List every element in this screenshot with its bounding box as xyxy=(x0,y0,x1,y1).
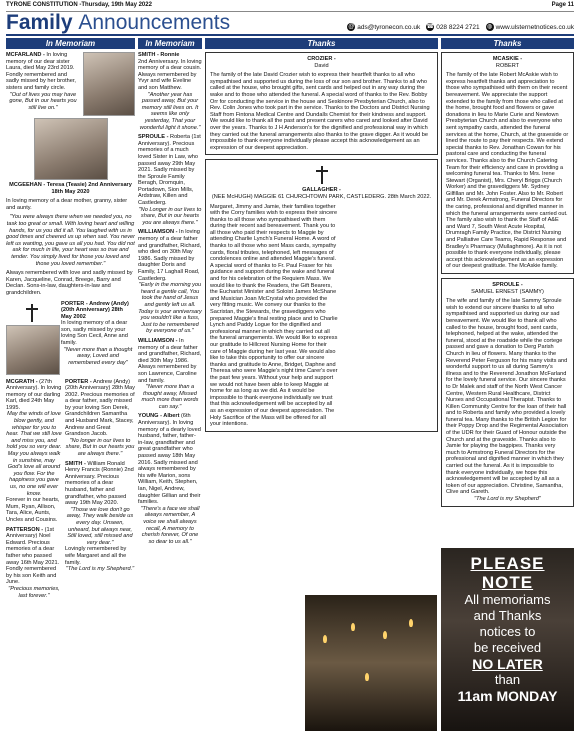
notice-text: In loving memory of a dear mother, granny, sister and aunty. xyxy=(6,198,128,211)
notice-text: The wife and family of the late Sammy Sproule wish to extend our sincere thanks to all who sympathised and supported us during our sad bereavement. We would like to thank all who called to the house, brought food, sent cards, telephoned, helped at the wake, attended the funeral, stood at the roadside while the cortege passed and gave a donation to Derg Parish Church in lieu of flowers. Many thanks to the Reverend Peter Ferguson for his many visits and wonderful support to us all during Sammy's illness and to the Reverend Jonathon McFarland for the lovely funeral service. Our sincere thanks to Dr Malek and staff of the North West Cancer Centre, Western Rural Healthcare, District Nurses and Occupational Therapist. Thanks to Killen Community Centre for the loan of their hall and to Roberta and family who provided a lovely funeral tea. Many thanks to the British Legion for their Poppy Drop and the Regimental Association of the UDR for their Guard of Honour outside the Church and at the graveside. Thanks also to Jamie for playing the bagpipes. Thanks very much to Armstrong Funeral Directors for the professional and dignified manner in which they carried out the funeral. As it is impossible to thank everyone individually, we hope this acknowledgement will be accepted by all as a token of our appreciation. Christine, Samantha, Clive and Gareth. xyxy=(446,298,568,496)
notice-name: SMITH - xyxy=(65,460,86,467)
mcgeehan-photo xyxy=(34,118,108,180)
notice-name: GALLAGHER - xyxy=(302,187,341,194)
notice-verse: "There's a face we shall always remember, A voice we shall always recall, A memory to cherish forever, Of one so dear to us all." xyxy=(140,505,200,545)
mcfarland-photo xyxy=(83,52,135,116)
notice-verse: "You were always there when we needed you, no task too great or small. With loving heart and willing hands, for us you did it all. You laughed with us in good times and cheered us up when sad. You never left us wanting, you gave us all you had. You did not ask for much in life, your heart was so true and tender. You simply lived for those you loved and those you loved remember." xyxy=(6,214,135,267)
notice-from: Lovingly remembered by wife Margaret and all the family. xyxy=(65,546,127,566)
notice-deadline: 11am MONDAY xyxy=(457,688,558,704)
notice-line: notices to xyxy=(479,624,536,639)
notice-name: PATTERSON - xyxy=(6,526,44,533)
page-title xyxy=(6,12,230,34)
notice-verse: "Those we love don't go away, They walk beside us every day. Unseen, unheard, but always near, Still loved, still missed and very dear." xyxy=(66,506,134,546)
globe-icon: ◍ xyxy=(486,24,493,30)
notice-text: Roberta (1st Anniversary). Precious memories of a much loved Sister in Law, who passed away 29th May 2021. Sadly missed by the Sproule Family Beragh, Dromquin, Portadown, Sion Mills, Ardstraw, Killen and Castlederg. xyxy=(138,134,201,207)
title-family: Family xyxy=(6,11,73,34)
notice-text: In loving memory of a dear son, sadly missed by your loving Son Cecil, Anne and family. xyxy=(61,320,128,347)
porter-notice-1 xyxy=(6,301,135,375)
gallagher-notice xyxy=(205,159,438,431)
porter-photo xyxy=(6,325,60,375)
phone-icon: ☎ xyxy=(426,24,434,30)
cross-icon xyxy=(315,166,329,184)
crozier-notice xyxy=(205,52,438,155)
notice-subtitle: SAMUEL ERNEST (SAMMY) xyxy=(471,288,544,295)
notice-name: YOUNG - Albert xyxy=(138,413,180,420)
please-note-notice xyxy=(441,548,574,731)
candle-flame xyxy=(351,623,355,631)
notice-name: PORTER - xyxy=(65,378,92,385)
candles-photo xyxy=(305,595,437,731)
candle-flame xyxy=(383,631,387,639)
page-header xyxy=(6,12,574,36)
notice-verse: "No longer in our lives to share, But in our hearts you are always there." xyxy=(65,437,135,458)
notice-verse: "Early in the morning you heard a gentle call, You took the hand of Jesus and gently left us all. Today is your anniversary you wouldn't like a fuss, Just to be remembered by everyone of us." xyxy=(138,282,202,335)
email-text: ads@tyronecon.co.uk xyxy=(357,23,421,31)
notice-verse: "Out of lives you may have gone, But in our hearts you still live on." xyxy=(9,91,77,111)
mcaskie-notice xyxy=(441,52,574,274)
notice-name: WILLIAMSON - xyxy=(138,337,178,344)
notice-subtitle: ROBERT xyxy=(495,62,520,69)
notice-name: MCGRATH - xyxy=(6,378,38,385)
notice-line: All memoriams xyxy=(464,592,551,607)
notice-text: In loving memory of a dear father and grandfather, Richard, who died on 30th May 1986. Sadly missed by daughter Doris and Family, 17 Laghall Road, Castlederg. xyxy=(138,229,202,282)
section-band-memoriam: In Memoriam xyxy=(138,38,202,49)
candle-flame xyxy=(365,673,369,681)
notice-text: (27th Anniversary). In loving memory of our darling Karl, died 24th May 1995. xyxy=(6,378,62,411)
contact-info xyxy=(347,23,574,34)
notice-text: In memory of a dear father and grandfather, Richard, died 30th May 1986. Always remembered by son Lawrence, Caroline and family. xyxy=(138,337,202,384)
notice-line: and Thanks xyxy=(473,608,542,623)
mcgrath-porter-block xyxy=(6,379,135,600)
notice-text: William Ronald Henry Francis (Ronnie) 2nd Anniversary. Precious memories of a dear husband, father and grandfather, who passed away 19th May 2020. xyxy=(65,460,134,507)
mcfarland-notice xyxy=(6,52,135,116)
column-memoriam-1 xyxy=(6,38,135,733)
notice-line: be received xyxy=(473,640,542,655)
notice-text: Andrew (Andy) (20th Anniversary) 28th May 2002. Precious memories of a dear father, sadly missed by your loving Son Derek, Grandchildren Samantha and Husband Mark, Stacey, Andrew and Great Grandson Jacob. xyxy=(65,378,135,438)
web-text: www.ulsternetnotices.co.uk xyxy=(495,23,574,31)
notice-subtitle: David xyxy=(314,62,329,69)
candle-flame xyxy=(323,635,327,643)
notice-name: SPROULE - xyxy=(492,282,523,288)
email-contact[interactable] xyxy=(347,23,420,31)
page-number: Page 11 xyxy=(551,2,574,8)
notice-verse: "Precious memories, last forever." xyxy=(8,585,60,599)
notice-subtitle: (NEE McHUGH) MAGGIE 61 CHURCHTOWN PARK, CASTLEDERG. 28th March 2022. xyxy=(211,193,432,200)
section-band-thanks: Thanks xyxy=(441,38,574,49)
photo-caption: MCGEEHAN - Teresa (Teasie) 2nd Anniversary 18th May 2020 xyxy=(9,182,132,195)
notice-verse: May the winds of love blow gently, and whisper for you to hear. That we still love and miss you, and hold you so very dear. May you always walk in sunshine, may God's love all around you flow. For the happiness you gave us, no one will ever know. xyxy=(6,411,62,497)
email-icon: @ xyxy=(348,24,355,30)
notice-text: In loving memory of our dear sister Laura, died May 23rd 2019. Fondly remembered and sadly missed by her brother, sisters and family circle. xyxy=(6,52,76,91)
notice-name: SMITH - Ronnie xyxy=(138,52,180,58)
phone-contact[interactable] xyxy=(426,23,479,31)
notice-verse: "Never more than a thought away, Missed much more than words can say." xyxy=(141,384,199,410)
notice-verse: "The Lord is my Shepherd." xyxy=(65,566,135,573)
column-thanks-2 xyxy=(441,38,574,544)
cross-icon xyxy=(25,304,39,322)
notice-text: Margaret, Jimmy and Jamie, their families together with the Corry families wish to express their sincere thanks to all those who sympathised with them during their recent sad bereavement. Thank you to all those who paid their respects to Maggie by attending Charlie Lynch's Funeral Home. A word of thanks to all those who sent Mass cards, sympathy cards, floral tributes, telephoned, left messages of condolences online and attended Maggie's funeral. A special word of thanks to Fr. Paul Fraser for his guidance and support during the wake and funeral and for his celebration of the Requiem Mass. We would like to thank the Readers, the Gift Bearers, the Eucharist Minister and Soloist James McShane and Musician Joan McCrystal who provided the very fitting music. We convey our thanks to the Sacristan, the Stewards, the gravediggers who prepared Maggie's final resting place and to Charlie Lynch and Paddy Logue for the dignified and professional manner in which they carried out all the funeral arrangements. We would like to express our gratitude to Hillcrest Nursing Home for their care of Maggie during her last year. We would also like to take this opportunity to offer our sincere thanks and gratitude to Anne, Bridget, Daphne and Theresa who were Maggie's night time Carer's over the past few years. Without your help and support we would not have been able to keep Maggie at home for as long as we did. As it would be impossible to thank everyone individually we trust that this acknowledgement will be accepted by all as an expression of our deepest appreciation. The Holy Sacrifice of the Mass will be offered for all your intentions. xyxy=(210,203,338,428)
notice-name: WILLIAMSON - xyxy=(138,229,178,236)
notice-from: Always remembered with love and sadly missed by Karen, Jacqueline, Conrad, Breege, Barry and Declan. Sons-in-law, daughters-in-law and grandchildren. xyxy=(6,270,133,296)
notice-verse: "Another year has passed away, But your memory still lives on. It seems like only yesterday, That your wonderful light it shone." xyxy=(139,91,201,131)
column-memoriam-2 xyxy=(138,38,202,733)
notice-verse: "No Longer in our lives to share, But in our hearts you are always there." xyxy=(138,206,202,226)
title-announcements: Announcements xyxy=(78,11,231,34)
notice-text: (1st Anniversary) Noel Edward. Precious memories of a dear father who passed away 16th May 2021. Fondly remembered by his son Keith and June. xyxy=(6,526,60,586)
notice-text: 2nd Anniversary. In loving memory of a dear cousin. Always remembered by Yvyr and wife Eveline and son Matthew. xyxy=(138,58,202,91)
sproule-thanks-notice xyxy=(441,278,574,507)
notice-name: CROZIER - xyxy=(307,56,336,62)
candle-flame xyxy=(409,619,413,627)
notice-from: Forever in our hearts, Mum, Ryan, Allison, Tara, Alice, Aunts, Uncles and Cousins. xyxy=(6,497,60,523)
notice-text: The family of the late Robert McAskie wish to express heartfelt thanks and appreciation to those who sympathised with them on their recent bereavement. We appreciate the support extended to the family from those who called at the home, brought food and flowers or gave donations in lieu to Marie Curie and Newtown Presbyterian Church and also to everyone who sent sympathy cards, attended the funeral services at the home, Church, at the graveside or lined the route to pay their respects. We extend special thanks to Rev. Jonathan Cowan for his pastoral care and conducting the funeral services. Thanks also to the Church Catering Team for their efficiency and care in providing a welcoming funeral tea. Thanks to Mrs. Irene Stewart (Organist), Mrs. Cheryl Briggs (Church Worker) and the gravediggers Mr. Sydney Gilfillan and Mr. John Foster. Also to Mr. Robert and Mr. Derek Armstrong, Funeral Directors for the caring, professional and dignified manner in which the funeral arrangements were carried out. The family also wish to thank the Staff of A&E and Ward 7, South West Acute Hospital, Drumragh Family Practice, the District Nursing and Palliative Care Teams, Rapid Response and Bradley's Pharmacy (Mullaghmore). As it is not possible to thank everyone individually, please accept this acknowledgement as an expression of our deepest gratitude. The McAskie family. xyxy=(446,72,569,270)
notice-verse: "The Lord is my Shepherd" xyxy=(474,496,541,502)
notice-line: than xyxy=(494,672,521,687)
notice-text: (6th Anniversary). In loving memory of a dearly loved husband, father, father-in-law, grandfather and great grandfather who passed away 18th May 2016. Sadly missed and always remembered by his wife Marion, sons William, Keith, Stephen, Ian, Nigel, Andrew, daughter Gillian and their families. xyxy=(138,413,201,506)
notice-name: MCFARLAND - xyxy=(6,52,45,58)
notice-verse: "Never more than a thought away, Loved and remembered every day" xyxy=(63,346,133,366)
notice-deadline-emphasis: NO LATER xyxy=(472,656,543,672)
notice-heading-2: NOTE xyxy=(481,573,534,592)
notice-heading-1: PLEASE xyxy=(470,554,545,573)
notice-text: The family of the late David Crozier wish to express their heartfelt thanks to all who sympathised and supported us during the loss of our son and brother. Thanks to all who called at the house, who brought gifts, sent cards and helped out in any way during the wake and to those who attended the funeral. A special word of thanks to the Rev. Bobby Orr for conducting the service in the house and Seskinore Presbyterian Church, also to Rev. Colin Jones who took part in the service. Thanks to the Doctors and District Nursing Staff from Fintona Medical Centre and Dundalls Chemist for their kindness and support. We would like to thank all the past and present carers who cared and looked after David over the years. Thanks to J H Anderson's for the dignified and professional way in which they carried out the funeral arrangements also thanks to the grave digger. As it would be impossible to thank everyone individually please accept this acknowledgement as an expression of our deepest appreciation. xyxy=(210,72,430,151)
web-contact[interactable] xyxy=(486,23,574,31)
section-band-thanks: Thanks xyxy=(205,38,438,49)
publication-date: TYRONE CONSTITUTION -Thursday, 19th May 2022 xyxy=(6,2,152,8)
section-band-memoriam: In Memoriam xyxy=(6,38,135,49)
notice-name: MCASKIE - xyxy=(492,56,523,62)
notice-name: PORTER - Andrew (Andy) (20th Anniversary) 28th May 2002 xyxy=(61,300,129,320)
phone-text: 028 8224 2721 xyxy=(436,23,480,31)
notice-name: SPROULE - xyxy=(138,134,169,141)
